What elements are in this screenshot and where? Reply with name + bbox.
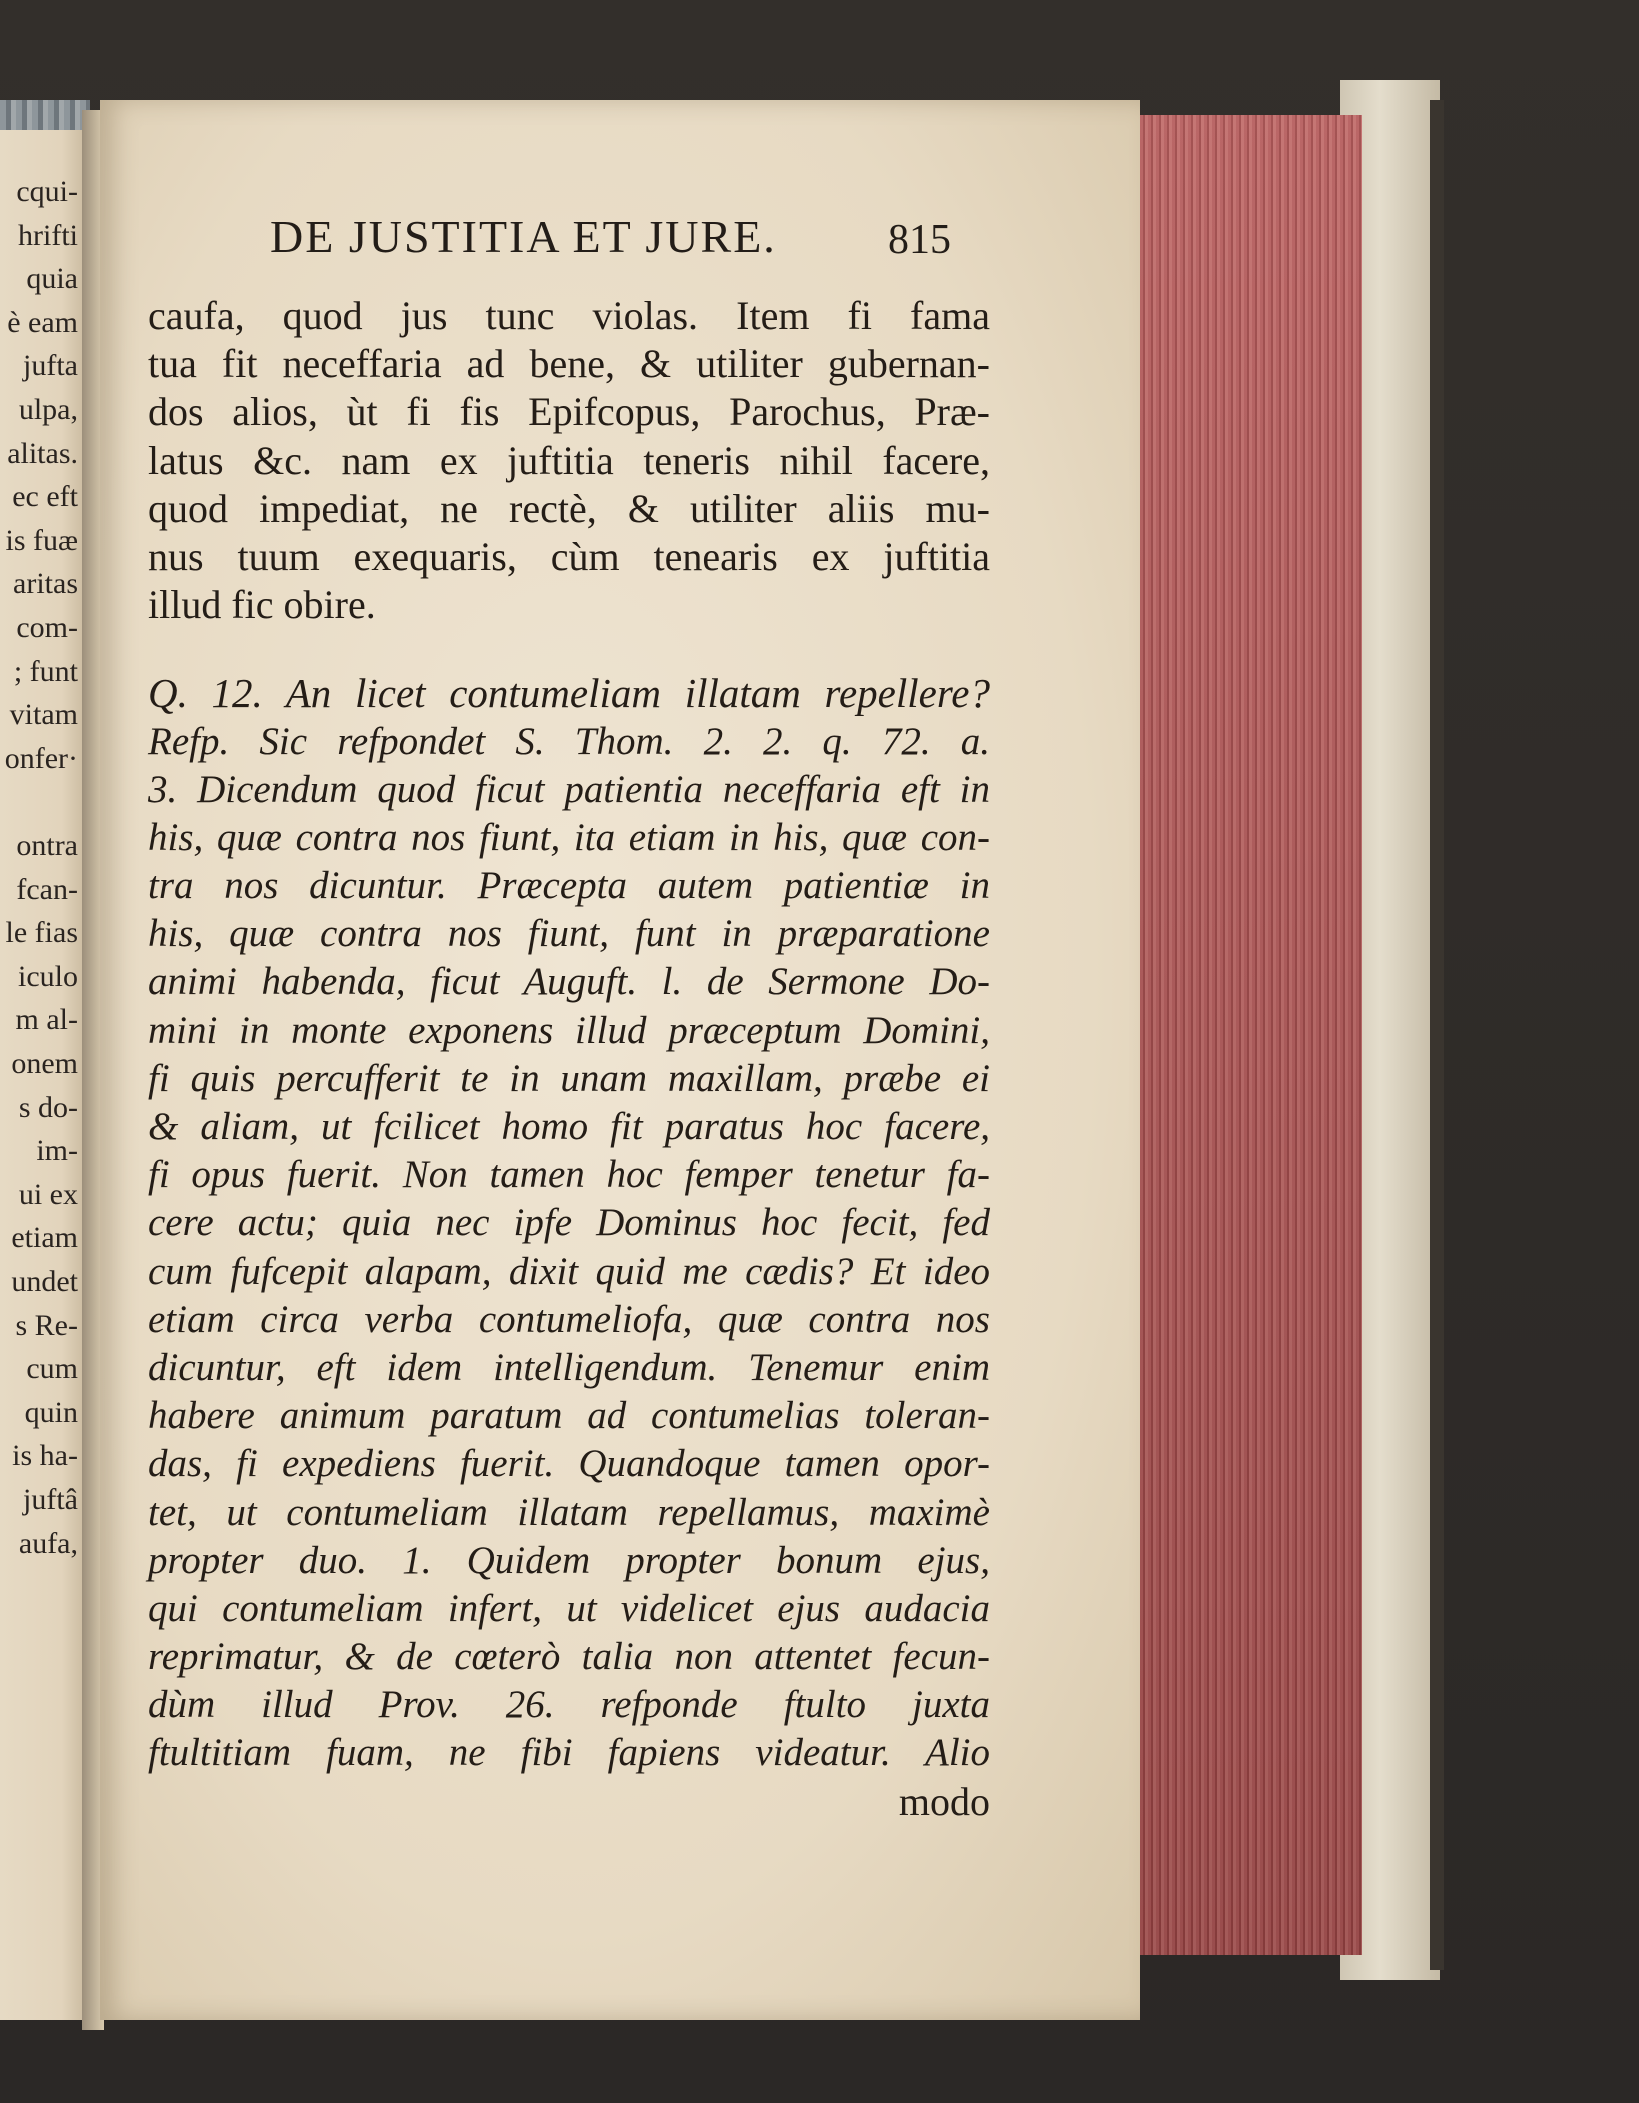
text-line: habere animum paratum ad contumelias toleran- xyxy=(148,1394,990,1438)
text-line: mini in monte exponens illud præceptum Domini, xyxy=(148,1008,990,1052)
left-page-line: etiam xyxy=(11,1221,78,1255)
paragraph-gap xyxy=(148,629,990,669)
left-page-line: ec eft xyxy=(12,480,78,514)
left-page-line: ulpa, xyxy=(18,393,78,426)
left-page-line: ; funt xyxy=(13,654,78,688)
left-page-line: vitam xyxy=(9,698,78,732)
catchword: modo xyxy=(898,1778,990,1824)
text-line: Refp. Sic refpondet S. Thom. 2. 2. q. 72. a. xyxy=(148,719,990,763)
left-page-line: iculo xyxy=(18,959,78,993)
left-page-line: è eam xyxy=(7,305,78,339)
text-line: animi habenda, ficut Auguft. l. de Sermone Do- xyxy=(148,960,990,1004)
text-line: propter duo. 1. Quidem propter bonum ejus, xyxy=(148,1538,990,1582)
left-page-line: im- xyxy=(36,1134,78,1168)
text-line: tet, ut contumeliam illatam repellamus, maximè xyxy=(148,1490,990,1534)
left-facing-page xyxy=(0,130,88,2020)
text-line: fi opus fuerit. Non tamen hoc femper tenetur fa- xyxy=(148,1153,990,1197)
text-line: etiam circa verba contumeliofa, quæ contra nos xyxy=(148,1297,990,1341)
left-page-line: jufta xyxy=(23,349,78,383)
left-page-line: m al- xyxy=(15,1003,78,1037)
text-line: his, quæ contra nos fiunt, ita etiam in his, quæ con- xyxy=(148,815,990,859)
text-line: cum fufcepit alapam, dixit quid me cædis? Et ideo xyxy=(148,1249,990,1293)
left-page-line: alitas. xyxy=(7,436,78,470)
text-line: ftultitiam fuam, ne fibi fapiens videatur. Alio xyxy=(148,1731,990,1775)
left-page-line: is ha- xyxy=(12,1439,78,1473)
left-page-line: s Re- xyxy=(15,1308,78,1342)
left-page-line: onfer· xyxy=(4,741,78,775)
text-line: das, fi expediens fuerit. Quandoque tamen opor- xyxy=(148,1442,990,1486)
left-page-line: aritas xyxy=(13,567,78,601)
paragraph-1 xyxy=(148,292,990,629)
left-page-line: juftâ xyxy=(23,1483,78,1516)
text-line: caufa, quod jus tunc violas. Item fi fama xyxy=(148,293,990,338)
text-line: reprimatur, & de cœterò talia non attentet fecun- xyxy=(148,1635,990,1679)
question-heading: Q. 12. An licet contumeliam illatam repellere? xyxy=(148,670,990,717)
text-line: fi quis percufferit te in unam maxillam, præbe ei xyxy=(148,1056,990,1100)
left-page-line: undet xyxy=(11,1265,78,1298)
left-page-line: ontra xyxy=(16,829,78,862)
page-number: 815 xyxy=(888,217,951,263)
left-page-line: hrifti xyxy=(18,218,78,252)
left-page-line: fcan- xyxy=(16,872,78,906)
left-page-line: com- xyxy=(16,611,78,644)
text-line: dùm illud Prov. 26. refponde ftulto juxta xyxy=(148,1683,990,1727)
text-line: tua fit neceffaria ad bene, & utiliter gubernan- xyxy=(148,341,990,387)
text-line: dos alios, ùt fi fis Epifcopus, Parochus, Præ- xyxy=(148,389,990,435)
left-page-line: s do- xyxy=(18,1090,78,1124)
running-head: DE JUSTITIA ET JURE. xyxy=(270,211,777,262)
left-page-line: le fias xyxy=(5,916,78,950)
left-page-line: onem xyxy=(11,1047,78,1080)
left-page-line: quia xyxy=(26,262,78,296)
text-line: latus &c. nam ex juftitia teneris nihil facere, xyxy=(148,437,990,483)
text-line: 3. Dicendum quod ficut patientia neceffaria eft in xyxy=(148,767,990,811)
response-paragraph xyxy=(148,718,990,1778)
text-line: qui contumeliam infert, ut videlicet ejus audacia xyxy=(148,1586,990,1630)
left-page-line: cqui- xyxy=(16,175,78,208)
text-line: & aliam, ut fcilicet homo fit paratus hoc facere, xyxy=(148,1105,990,1148)
text-line: cere actu; quia nec ipfe Dominus hoc fecit, fed xyxy=(148,1201,990,1245)
left-page-line: ui ex xyxy=(18,1177,78,1211)
left-page-line: aufa, xyxy=(18,1526,78,1560)
left-page-line: cum xyxy=(26,1352,78,1386)
text-line: his, quæ contra nos fiunt, funt in præparatione xyxy=(148,912,990,956)
page-text xyxy=(148,292,990,1826)
text-line: dicuntur, eft idem intelligendum. Tenemur enim xyxy=(148,1345,990,1389)
text-line: quod impediat, ne rectè, & utiliter aliis mu- xyxy=(148,485,990,531)
text-line: illud fic obire. xyxy=(148,582,376,628)
text-line: tra nos dicuntur. Præcepta autem patientiæ in xyxy=(148,864,990,908)
text-line: nus tuum exequaris, cùm tenearis ex juftitia xyxy=(148,533,990,579)
page-block-red-edge xyxy=(1132,115,1362,1955)
left-page-line: quin xyxy=(24,1395,78,1429)
left-page-line: is fuæ xyxy=(5,523,78,557)
cover-shadow xyxy=(1430,100,1444,1970)
